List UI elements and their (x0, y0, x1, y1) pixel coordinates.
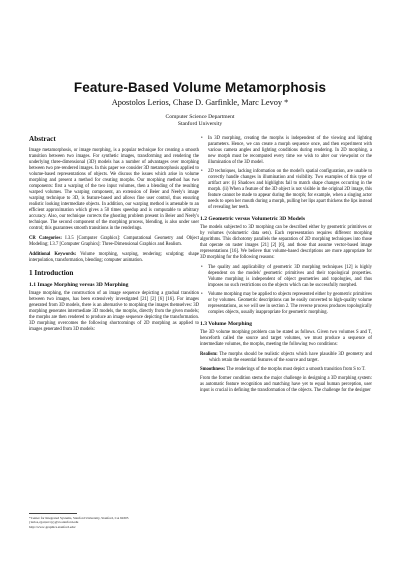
paper-affiliation (0, 114, 400, 128)
realism-definition (200, 352, 372, 364)
section-1-1-heading: 1.1 Image Morphing versus 3D Morphing (29, 282, 129, 288)
morphing-advantages-list (200, 136, 372, 211)
paper-authors: Apostolos Lerios, Chase D. Garfinkle, Marc Levoy * (111, 98, 289, 107)
footnote-text: *Center for Integrated Systems, Stanford University, Stanford, CA 94305 {lerios,cgar,levoy}@cs.stanford.edu http://www-graphics.stanford.edu/ (29, 516, 129, 529)
list-item: • 2D techniques, lacking information on the model's spatial configuration, are unable to correctly handle changes in illumination and visibility. Two examples of this type of artifact are: (i) Shadows and highlights fail to match shape changes occurring in the morph. (ii) When a feature of the 3D object is not visible in the original 2D image, this feature cannot be made to appear during the morph; for example, when a singing actor needs to open her mouth during a morph, pulling her lips apart thickens the lips instead of revealing her teeth. (200, 169, 372, 211)
section-1-3-text: The 3D volume morphing problem can be stated as follows. Given two volumes S and T, henceforth called the source and target volumes, we must produce a sequence of intermediate volumes, the morphs, meeting the following two conditions: (200, 330, 372, 347)
right-column (200, 136, 372, 398)
section-1-1-text: Image morphing, the construction of an image sequence depicting a gradual transition between two images, has been extensively investigated [21] [2] [6] [16]. For images generated from 3D models, there is an alternative to morphing the images themselves: 3D morphing generates intermediate 3D models, the morphs, directly from the given models; the morphs are then rendered to produce an image sequence depicting the transformation. 3D morphing overcomes the following shortcomings of 2D morphing as applied to images generated from 3D models: (29, 291, 199, 332)
abstract-text: Image metamorphosis, or image morphing, is a popular technique for creating a smooth transition between two images. For synthetic images, transforming and rendering the underlying three-dimensional (3D) models has a number of advantages over morphing between two pre-rendered images. In this paper we consider 3D metamorphosis applied to volume-based representations of objects. We discuss the issues which arise in volume morphing and present a method for creating morphs. Our morphing method has two components: first a warping of the two input volumes, then a blending of the resulting warped volumes. The warping component, an extension of Beier and Neely's image warping technique to 3D, is feature-based and allows fine user control, thus ensuring realistic looking intermediate objects. In addition, our warping method is amenable to an efficient approximation which gives a 50 times speedup and is computable to arbitrary accuracy. Also, our technique corrects the ghosting problem present in Beier and Neely's technique. The second component of the morphing process, blending, is also under user control; this guarantees smooth transitions in the renderings. (29, 148, 199, 231)
list-item: • Volume morphing may be applied to objects represented either by geometric primitives or by volumes. Geometric descriptions can be easily converted to high-quality volume representations, as we will see in section 2. The reverse process produces topologically complex objects, usually inappropriate for geometric morphing. (200, 292, 372, 316)
additional-keywords (29, 252, 199, 264)
cr-categories-label: CR Categories: (29, 236, 62, 241)
introduction-heading: 1 Introduction (29, 269, 74, 277)
keywords-text: Volume morphing, warping, rendering; sculpting; shape interpolation, transformation, blending; computer animation. (29, 252, 199, 263)
affiliation-university: Stanford University (177, 121, 223, 127)
list-item: • In 3D morphing, creating the morphs is independent of the viewing and lighting parameters. Hence, we can create a morph sequence once, and then experiment with various camera angles and lighting conditions during rendering. In 2D morphing, a new morph must be recomputed every time we wish to alter our viewpoint or the illumination of the 3D model. (200, 136, 372, 166)
keywords-label: Additional Keywords: (29, 252, 77, 257)
section-1-2-heading: 1.2 Geometric versus Volumetric 3D Models (200, 216, 306, 222)
author-footnote (29, 513, 199, 529)
left-column (29, 136, 199, 337)
smoothness-label: Smoothness: (200, 367, 226, 372)
footnote-rule (29, 513, 77, 514)
realism-label: Realism: (200, 352, 218, 357)
smoothness-definition (200, 367, 372, 373)
affiliation-department: Computer Science Department (165, 114, 235, 120)
section-1-3-continuation: From the former condition stems the major challenge in designing a 3D morphing system: as automatic feature recognition and matching have yet to equal human perception, user input is crucial in defining the transformation of the objects. The challenge for the designer (200, 376, 372, 393)
section-1-3-heading: 1.3 Volume Morphing (200, 321, 253, 327)
cr-categories-text: I.3.5 [Computer Graphics]: Computational Geometry and Object Modeling; I.3.7 [Computer Graphics]: Three-Dimensional Graphics and Realism. (29, 236, 199, 247)
abstract-heading: Abstract (29, 135, 56, 143)
smoothness-text: The renderings of the morphs must depict a smooth transition from S to T. (226, 367, 366, 372)
list-item: • The quality and applicability of geometric 3D morphing techniques [12] is highly dependent on the models' geometric primitives and their topological properties. Volume morphing is independent of object geometries and topologies, and thus imposes no such restrictions on the objects which can be successfully morphed. (200, 265, 372, 289)
volume-reasons-list (200, 265, 372, 316)
paper-title: Feature-Based Volume Metamorphosis (73, 80, 327, 95)
section-1-2-text: The models subjected to 3D morphing can be described either by geometric primitives or by volumes (volumetric data sets). Each representation requires different morphing algorithms. This dichotomy parallels the separation of 2D morphing techniques into those that operate on raster images [21] [2] [6], and those that assume vector-based image representations [16]. We believe that volume-based descriptions are more appropriate for 3D morphing for the following reasons: (200, 225, 372, 260)
realism-text: The morphs should be realistic objects which have plausible 3D geometry and which retain the essential features of the source and target. (209, 352, 372, 363)
cr-categories (29, 236, 199, 248)
